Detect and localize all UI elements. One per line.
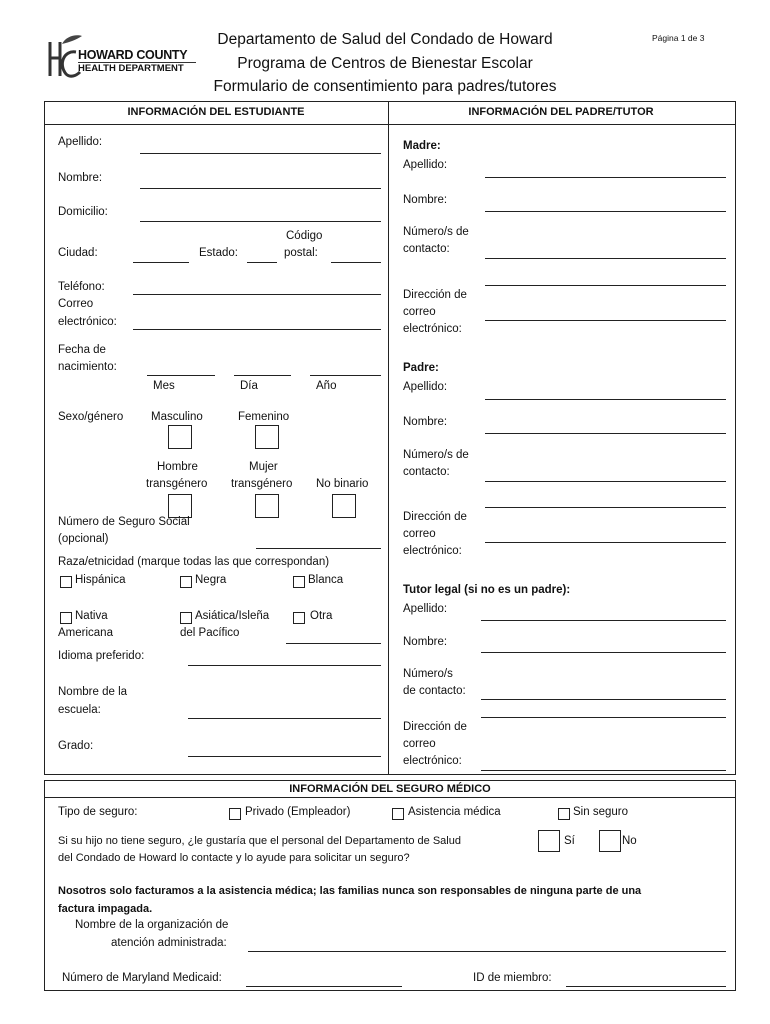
grado-field[interactable]	[188, 756, 381, 757]
medicaid-field[interactable]	[246, 986, 402, 987]
fecha-label-1: Fecha de	[58, 344, 106, 356]
tutor-nombre-label: Nombre:	[403, 636, 448, 648]
masculino-checkbox[interactable]	[168, 425, 192, 449]
codigo-field[interactable]	[331, 262, 381, 263]
si-checkbox[interactable]	[538, 830, 560, 852]
student-nombre-field[interactable]	[140, 188, 381, 189]
blanca-label: Blanca	[308, 574, 344, 586]
padre-dir-label-1: Dirección de	[403, 511, 467, 523]
sexo-label: Sexo/género	[58, 411, 124, 423]
blanca-checkbox[interactable]	[293, 576, 305, 588]
tutor-apellido-label: Apellido:	[403, 603, 448, 615]
anio-label: Año	[316, 380, 337, 392]
idioma-label: Idioma preferido:	[58, 650, 145, 662]
madre-apellido-label: Apellido:	[403, 159, 448, 171]
padre-correo-field[interactable]	[485, 542, 726, 543]
correo-label-2: electrónico:	[58, 316, 117, 328]
tipo-seguro-label: Tipo de seguro:	[58, 806, 138, 818]
masculino-label: Masculino	[151, 411, 203, 423]
hispanica-checkbox[interactable]	[60, 576, 72, 588]
escuela-field[interactable]	[188, 718, 381, 719]
padre-dir-label-3: electrónico:	[403, 545, 462, 557]
title-line1: Departamento de Salud del Condado de Howard	[217, 31, 553, 48]
mes-label: Mes	[153, 380, 175, 392]
notice-line2: factura impagada.	[58, 903, 153, 915]
padre-apellido-label: Apellido:	[403, 381, 448, 393]
madre-correo-field[interactable]	[485, 320, 726, 321]
estado-field[interactable]	[247, 262, 277, 263]
idioma-field[interactable]	[188, 665, 381, 666]
no-checkbox[interactable]	[599, 830, 621, 852]
tutor-correo-field[interactable]	[481, 770, 726, 771]
privado-checkbox[interactable]	[229, 808, 241, 820]
padre-numero-field-2[interactable]	[485, 507, 726, 508]
otra-field[interactable]	[286, 643, 381, 644]
student-apellido-field[interactable]	[140, 153, 381, 154]
telefono-label: Teléfono:	[58, 281, 105, 293]
student-domicilio-label: Domicilio:	[58, 206, 108, 218]
tutor-numero-label-1: Número/s	[403, 668, 453, 680]
student-nombre-label: Nombre:	[58, 172, 103, 184]
nobinario-label: No binario	[316, 478, 369, 490]
escuela-label-2: escuela:	[58, 704, 101, 716]
org-field[interactable]	[248, 951, 726, 952]
padre-apellido-field[interactable]	[485, 399, 726, 400]
madre-dir-label-3: electrónico:	[403, 323, 462, 335]
title-line3: Formulario de consentimiento para padres/tutores	[213, 78, 557, 95]
sinseguro-checkbox[interactable]	[558, 808, 570, 820]
si-label: Sí	[564, 835, 575, 847]
madre-dir-label-1: Dirección de	[403, 289, 467, 301]
mujer-trans-checkbox[interactable]	[255, 494, 279, 518]
hispanica-label: Hispánica	[75, 574, 126, 586]
hombre-trans-checkbox[interactable]	[168, 494, 192, 518]
dia-label: Día	[240, 380, 258, 392]
medicaid-label: Número de Maryland Medicaid:	[62, 972, 222, 984]
madre-nombre-field[interactable]	[485, 211, 726, 212]
no-label: No	[622, 835, 637, 847]
padre-dir-label-2: correo	[403, 528, 436, 540]
telefono-field[interactable]	[133, 294, 381, 295]
padre-numero-label-1: Número/s de	[403, 449, 469, 461]
padre-numero-label-2: contacto:	[403, 466, 450, 478]
negra-checkbox[interactable]	[180, 576, 192, 588]
mujer-label-1: Mujer	[249, 461, 278, 473]
anio-field[interactable]	[310, 375, 381, 376]
title-line2: Programa de Centros de Bienestar Escolar	[237, 55, 533, 72]
asiatica-label-2: del Pacífico	[180, 627, 240, 639]
raza-label: Raza/etnicidad (marque todas las que correspondan)	[58, 556, 330, 568]
logo-line2: HEALTH DEPARTMENT	[78, 63, 184, 74]
femenino-label: Femenino	[238, 411, 290, 423]
tutor-dir-label-3: electrónico:	[403, 755, 462, 767]
asiatica-checkbox[interactable]	[180, 612, 192, 624]
padre-heading: Padre:	[403, 362, 439, 374]
insurance-heading: INFORMACIÓN DEL SEGURO MÉDICO	[289, 783, 491, 795]
fecha-label-2: nacimiento:	[58, 361, 117, 373]
tutor-dir-label-2: correo	[403, 738, 436, 750]
asiatica-label-1: Asiática/Isleña	[195, 610, 270, 622]
madre-numero-field-2[interactable]	[485, 285, 726, 286]
tutor-numero-field-2[interactable]	[481, 717, 726, 718]
nativa-label-1: Nativa	[75, 610, 108, 622]
student-apellido-label: Apellido:	[58, 136, 103, 148]
mujer-label-2: transgénero	[231, 478, 293, 490]
tutor-numero-label-2: de contacto:	[403, 685, 466, 697]
correo-label-1: Correo	[58, 298, 94, 310]
negra-label: Negra	[195, 574, 227, 586]
dia-field[interactable]	[234, 375, 291, 376]
org-label-2: atención administrada:	[111, 937, 227, 949]
otra-checkbox[interactable]	[293, 612, 305, 624]
correo-field[interactable]	[133, 329, 381, 330]
top-section-box	[44, 101, 736, 775]
tutor-nombre-field[interactable]	[481, 652, 726, 653]
padre-nombre-label: Nombre:	[403, 416, 448, 428]
ssn-label-1: Número de Seguro Social	[58, 516, 190, 528]
privado-label: Privado (Empleador)	[245, 806, 351, 818]
madre-heading: Madre:	[403, 140, 441, 152]
student-heading: INFORMACIÓN DEL ESTUDIANTE	[127, 106, 305, 118]
madre-numero-label-2: contacto:	[403, 243, 450, 255]
nobinario-checkbox[interactable]	[332, 494, 356, 518]
asistencia-checkbox[interactable]	[392, 808, 404, 820]
miembro-label: ID de miembro:	[473, 972, 552, 984]
ciudad-label: Ciudad:	[58, 247, 98, 259]
question-line2: del Condado de Howard lo contacte y lo ayude para solicitar un seguro?	[58, 852, 410, 864]
escuela-label-1: Nombre de la	[58, 686, 128, 698]
ciudad-field[interactable]	[133, 262, 189, 263]
grado-label: Grado:	[58, 740, 94, 752]
nativa-label-2: Americana	[58, 627, 113, 639]
madre-apellido-field[interactable]	[485, 177, 726, 178]
tutor-apellido-field[interactable]	[481, 620, 726, 621]
tutor-heading: Tutor legal (si no es un padre):	[403, 584, 571, 596]
tutor-dir-label-1: Dirección de	[403, 721, 467, 733]
hombre-label-1: Hombre	[157, 461, 198, 473]
sinseguro-label: Sin seguro	[573, 806, 628, 818]
madre-numero-label-1: Número/s de	[403, 226, 469, 238]
mes-field[interactable]	[147, 375, 215, 376]
femenino-checkbox[interactable]	[255, 425, 279, 449]
otra-label: Otra	[310, 610, 333, 622]
madre-dir-label-2: correo	[403, 306, 436, 318]
asistencia-label: Asistencia médica	[408, 806, 501, 818]
nativa-checkbox[interactable]	[60, 612, 72, 624]
org-label-1: Nombre de la organización de	[75, 919, 229, 931]
hombre-label-2: transgénero	[146, 478, 208, 490]
estado-label: Estado:	[199, 247, 238, 259]
ssn-label-2: (opcional)	[58, 533, 109, 545]
padre-nombre-field[interactable]	[485, 433, 726, 434]
codigo-label-1: Código	[286, 230, 323, 242]
madre-numero-field-1[interactable]	[485, 258, 726, 259]
notice-line1: Nosotros solo facturamos a la asistencia médica; las familias nunca son responsables de ninguna parte de una	[58, 885, 642, 897]
page-number: Página 1 de 3	[652, 33, 705, 43]
student-domicilio-field[interactable]	[140, 221, 381, 222]
codigo-label-2: postal:	[284, 247, 318, 259]
ssn-field[interactable]	[256, 548, 381, 549]
padre-numero-field-1[interactable]	[485, 481, 726, 482]
tutor-numero-field-1[interactable]	[481, 699, 726, 700]
question-line1: Si su hijo no tiene seguro, ¿le gustaría que el personal del Departamento de Salud	[58, 835, 461, 847]
miembro-field[interactable]	[566, 986, 726, 987]
madre-nombre-label: Nombre:	[403, 194, 448, 206]
logo-line1: HOWARD COUNTY	[78, 48, 188, 62]
parent-heading: INFORMACIÓN DEL PADRE/TUTOR	[468, 106, 654, 118]
